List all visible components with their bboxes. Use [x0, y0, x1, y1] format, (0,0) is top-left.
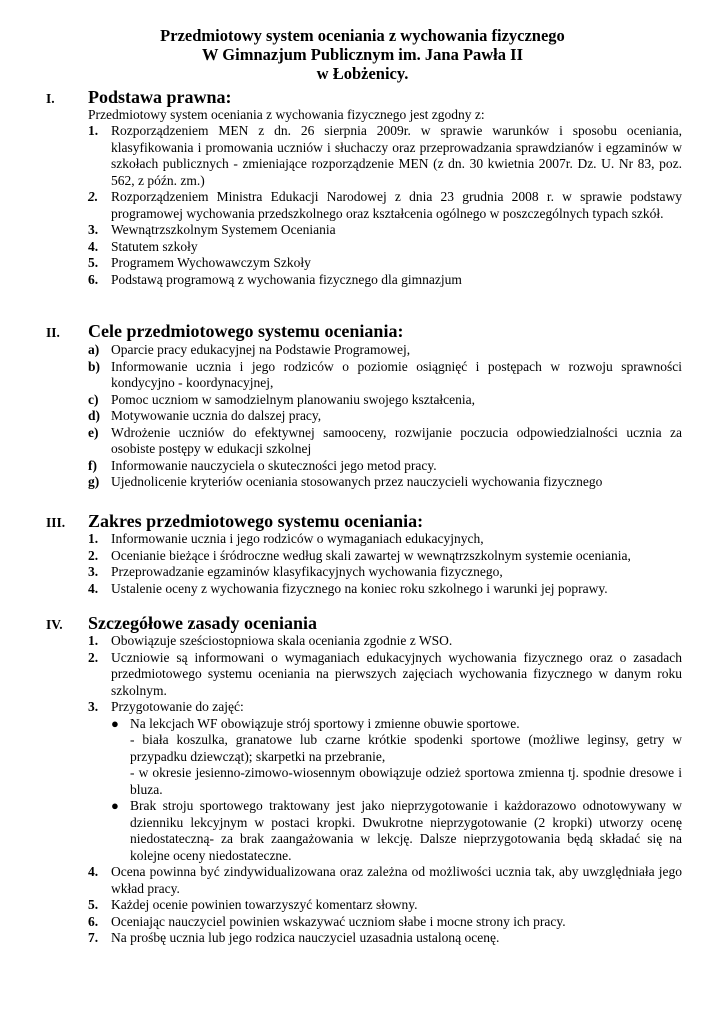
bullet-icon: ●: [111, 798, 119, 813]
list-item-text: Oceniając nauczyciel powinien wskazywać uczniom słabe i mocne strony ich pracy.: [111, 913, 566, 929]
section-number: IV.: [46, 617, 63, 632]
list-item: [88, 272, 682, 289]
document-title: [0, 26, 725, 83]
list-item-text: Obowiązuje sześciostopniowa skala oceniania zgodnie z WSO.: [111, 633, 453, 648]
list-item: [88, 342, 682, 359]
list-item-text: Motywowanie ucznia do dalszej pracy,: [111, 408, 322, 423]
list-item: [88, 897, 682, 914]
bullet-icon: ●: [111, 715, 119, 731]
list-marker: g): [88, 474, 100, 489]
title-line-2: W Gimnazjum Publicznym im. Jana Pawła II: [201, 45, 523, 64]
sub-bullet-item: [109, 798, 682, 864]
scope-list: [88, 531, 682, 597]
list-item: [88, 359, 682, 392]
list-item-text: Każdej ocenie powinien towarzyszyć komentarz słowny.: [111, 897, 418, 912]
list-item-text: Przeprowadzanie egzaminów klasyfikacyjnych wychowania fizycznego,: [111, 564, 503, 579]
list-marker: 5.: [88, 255, 99, 270]
list-item: [88, 222, 682, 239]
sub-bullet-text: - w okresie jesienno-zimowo-wiosennym obowiązuje odzież sportowa zmienna tj. spodnie dresowe i bluza.: [130, 765, 682, 797]
list-marker: 4.: [88, 580, 99, 596]
sub-bullet-text: - biała koszulka, granatowe lub czarne krótkie spodenki sportowe (możliwe leginsy, getry w przypadku dziewcząt); skarpetki na przebranie,: [130, 732, 682, 764]
list-item-text: Ocenianie bieżące i śródroczne według skali zawartej w wewnątrzszkolnym systemie oceniania,: [111, 547, 631, 563]
list-marker: 4.: [88, 238, 99, 254]
title-line-1: Przedmiotowy system oceniania z wychowania fizycznego: [160, 26, 565, 45]
list-item: [88, 531, 682, 548]
list-marker: f): [88, 457, 97, 473]
section-intro: Przedmiotowy system oceniania z wychowania fizycznego jest zgodny z:: [88, 107, 485, 122]
list-item-text: Ustalenie oceny z wychowania fizycznego na koniec roku szkolnego i warunki jej poprawy.: [111, 580, 608, 596]
list-item-text: Informowanie nauczyciela o skuteczności jego metod pracy.: [111, 457, 437, 473]
goals-list: [88, 342, 682, 491]
list-marker: 3.: [88, 699, 99, 714]
list-marker: 2.: [88, 189, 99, 204]
list-marker: 1.: [88, 633, 99, 648]
list-marker: 7.: [88, 930, 99, 945]
sub-bullet-text: Brak stroju sportowego traktowany jest jako nieprzygotowanie i każdorazowo odnotowywany w dzienniku lekcyjnym w postaci kropki. Dwukrotne nieprzygotowanie (2 kropki) utworzy ocenę niedostateczną- za brak zaangażowania w lekcję. Dalsze nieprzygotowania będą składać się na kolejne oceny niedostateczne.: [130, 798, 682, 863]
list-item: [88, 408, 682, 425]
list-item-text: Uczniowie są informowani o wymaganiach edukacyjnych wychowania fizycznego oraz o zasadach przedmiotowego systemu oceniania na pierwszych zajęciach wychowania fizycznego w danym roku szkolnym.: [111, 649, 682, 698]
list-item: [88, 392, 682, 409]
list-item-text: Wdrożenie uczniów do efektywnej samooceny, rozwijanie poczucia odpowiedzialności ucznia za osobiste postępy w edukacji szkolnej: [111, 424, 682, 456]
section-number: II.: [46, 325, 60, 340]
list-item: [88, 930, 682, 947]
list-marker: c): [88, 391, 99, 407]
list-item-text: Wewnątrzszkolnym Systemem Oceniania: [111, 222, 336, 237]
list-marker: d): [88, 408, 101, 423]
section-heading: Szczegółowe zasady oceniania: [88, 613, 317, 633]
list-item: [88, 474, 682, 491]
list-item-text: Pomoc uczniom w samodzielnym planowaniu swojego kształcenia,: [111, 391, 476, 407]
list-item: [88, 458, 682, 475]
list-marker: 1.: [88, 123, 99, 138]
list-item: [88, 239, 682, 256]
section-heading: Podstawa prawna:: [88, 87, 232, 107]
sub-bullet-item: [109, 716, 682, 799]
section-heading: Zakres przedmiotowego systemu oceniania:: [88, 511, 424, 531]
section-number: I.: [46, 91, 55, 106]
list-item-text: Rozporządzeniem Ministra Edukacji Narodowej z dnia 23 grudnia 2008 r. w sprawie podstawy programowej wychowania przedszkolnego oraz kształcenia ogólnego w poszczególnych typach szkół.: [111, 189, 682, 221]
list-item-text: Programem Wychowawczym Szkoły: [111, 255, 311, 270]
list-item: [88, 564, 682, 581]
list-marker: b): [88, 358, 101, 374]
list-marker: 1.: [88, 531, 99, 546]
list-item-text: Informowanie ucznia i jego rodziców o poziomie osiągnięć i postępach w rozwoju sprawności kondycyjno - koordynacyjnej,: [111, 358, 682, 390]
list-item-text: Ujednolicenie kryteriów oceniania stosowanych przez nauczycieli wychowania fizycznego: [111, 474, 603, 489]
list-item-text: Informowanie ucznia i jego rodziców o wymaganiach edukacyjnych,: [111, 531, 484, 546]
list-marker: 6.: [88, 913, 99, 929]
list-item-text: Ocena powinna być zindywidualizowana oraz zależna od możliwości ucznia tak, aby uwzględniała jego wkład pracy.: [111, 864, 682, 896]
list-marker: 3.: [88, 564, 99, 579]
list-item: [88, 189, 682, 222]
list-marker: 2.: [88, 547, 99, 563]
list-item-text: Na prośbę ucznia lub jego rodzica nauczyciel uzasadnia ustaloną ocenę.: [111, 930, 500, 945]
list-item-text: Podstawą programową z wychowania fizycznego dla gimnazjum: [111, 271, 462, 287]
list-marker: 3.: [88, 222, 99, 237]
list-item: [88, 914, 682, 931]
list-item-text: Statutem szkoły: [111, 238, 198, 254]
legal-basis-list: [88, 123, 682, 288]
list-marker: a): [88, 342, 100, 357]
list-marker: 5.: [88, 897, 99, 912]
sub-bullet-text: Na lekcjach WF obowiązuje strój sportowy i zmienne obuwie sportowe.: [130, 715, 520, 731]
section-heading: Cele przedmiotowego systemu oceniania:: [88, 321, 404, 341]
list-item-text: Rozporządzeniem MEN z dn. 26 sierpnia 2009r. w sprawie warunków i sposobu oceniania, klasyfikowania i promowania uczniów i słuchaczy oraz przeprowadzania sprawdzianów i egzaminów w szkołach publicznych - zmieniające rozporządzenie MEN (z dn. 30 kwietnia 2007r. Dz. U. Nr 83, poz. 562, z późn. zm.): [111, 123, 682, 188]
detailed-rules-list: [88, 633, 682, 947]
list-item: [88, 425, 682, 458]
list-item: [88, 255, 682, 272]
list-item: [88, 864, 682, 897]
list-marker: 2.: [88, 649, 99, 665]
title-line-3: w Łobżenicy.: [316, 64, 409, 83]
list-item: [88, 633, 682, 650]
list-item: [88, 123, 682, 189]
list-marker: 4.: [88, 864, 99, 879]
list-item: [88, 581, 682, 598]
list-item: [88, 699, 682, 716]
list-marker: 6.: [88, 271, 99, 287]
section-number: III.: [46, 515, 66, 530]
list-item: [88, 548, 682, 565]
list-item-text: Przygotowanie do zajęć:: [111, 699, 244, 714]
list-marker: e): [88, 424, 99, 440]
list-item-text: Oparcie pracy edukacyjnej na Podstawie Programowej,: [111, 342, 411, 357]
list-item: [88, 650, 682, 700]
